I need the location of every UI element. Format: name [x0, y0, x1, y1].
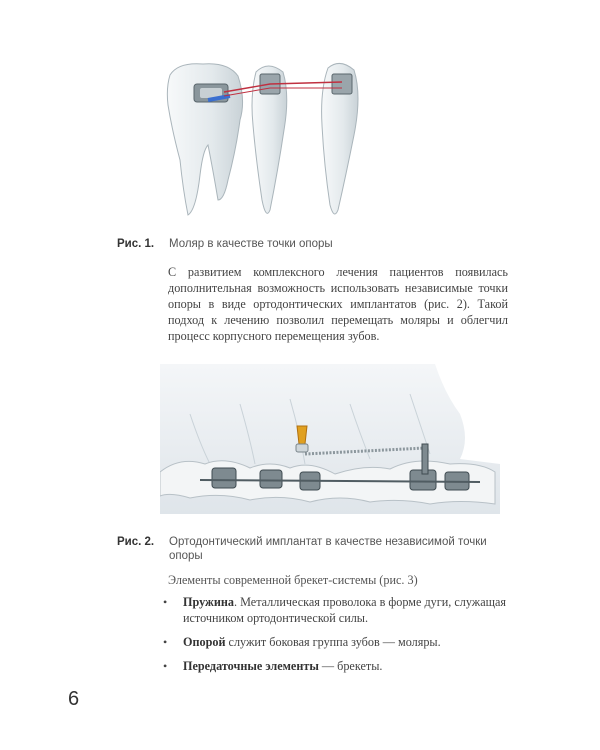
definition: служит боковая группа зубов — моляры. [225, 635, 441, 649]
page-number: 6 [68, 688, 80, 710]
list-item [163, 658, 513, 674]
figure-1-illustration [158, 50, 378, 235]
list-intro: Элементы современной брекет-системы (рис. 3) [168, 573, 418, 587]
term: Опорой [183, 635, 226, 649]
bracket [260, 470, 282, 488]
body-paragraph: С развитием комплексного лечения пациентов появилась дополнительная возможность использовать независимые точки опоры в виде ортодонтических имплантатов (рис. 2). Такой подход к лечению позволил перемещать моляры и облегчил процесс корпусного перемещения зубов. [168, 265, 508, 343]
figure-caption-text: Моляр в качестве точки опоры [169, 238, 333, 250]
bracket [332, 74, 352, 94]
figure-label: Рис. 1. [117, 238, 155, 250]
implant-icon [297, 426, 307, 444]
bullet-icon: • [163, 659, 168, 673]
figure-2-caption [117, 535, 517, 565]
figure-2-illustration [160, 364, 500, 514]
figure-1-caption [117, 237, 517, 253]
list-item [163, 634, 513, 650]
figure-caption-text: Ортодонтический имплантат в качестве независимой точки опоры [169, 536, 487, 562]
bullet-icon: • [163, 595, 168, 609]
bullet-list [163, 594, 513, 682]
definition: . Металлическая проволока в форме дуги, служащая источником ортодонтической силы. [183, 595, 507, 625]
definition: — брекеты. [318, 659, 383, 673]
bullet-icon: • [163, 635, 168, 649]
list-item [163, 594, 513, 626]
bracket [212, 468, 236, 488]
figure-label: Рис. 2. [117, 536, 155, 548]
term: Пружина [183, 595, 235, 609]
term: Передаточные элементы [183, 659, 319, 673]
